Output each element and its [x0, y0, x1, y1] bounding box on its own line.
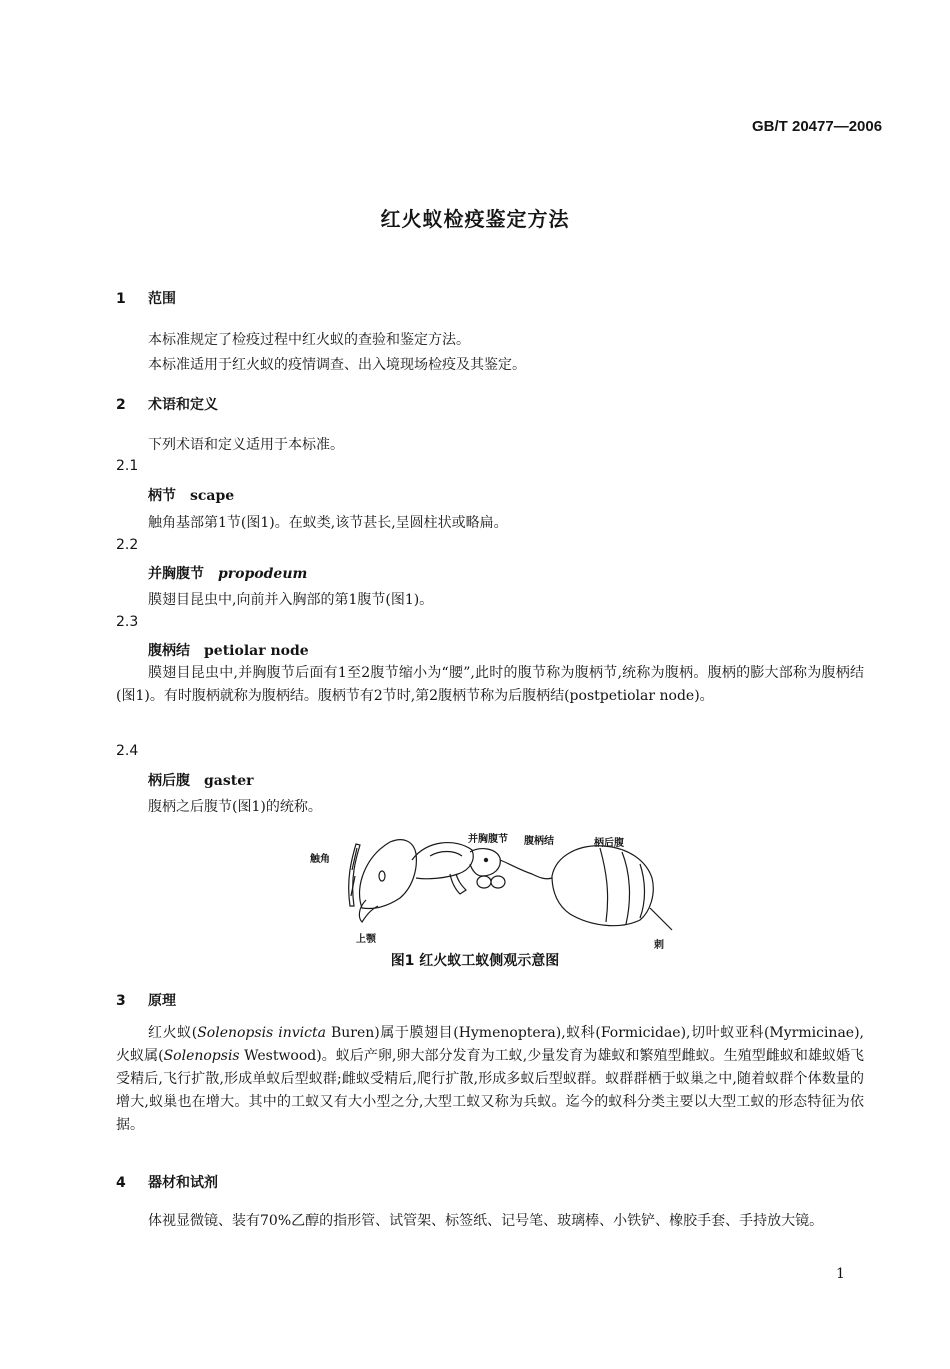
section-number: 1 — [116, 291, 126, 307]
label-propodeum: 并胸腹节 — [468, 834, 508, 845]
section-number: 2 — [116, 397, 126, 413]
term-definition: 触角基部第1节(图1)。在蚁类,该节甚长,呈圆柱状或略扁。 — [148, 515, 508, 531]
term-number: 2.4 — [116, 743, 139, 759]
gaster-segments — [600, 848, 645, 924]
genus-name: Solenopsis — [163, 1048, 240, 1064]
label-mandible: 上颚 — [356, 934, 376, 945]
term-name — [148, 485, 234, 505]
page-title: 红火蚁检疫鉴定方法 — [380, 207, 570, 231]
term-zh: 并胸腹节 — [148, 566, 204, 582]
section-2-heading — [116, 394, 218, 414]
label-petiolar-node: 腹柄结 — [524, 836, 554, 847]
section-1-paragraph-1: 本标准规定了检疫过程中红火蚁的查验和鉴定方法。 — [148, 332, 470, 348]
mandible-shape — [359, 900, 378, 922]
text-run: Buren)属于膜翅目(Hymenoptera),蚁科(Formicidae),切叶蚁亚科(Myrmicinae),火蚁属( — [116, 1025, 864, 1064]
term-definition: 膜翅目昆虫中,向前并入胸部的第1腹节(图1)。 — [148, 592, 434, 608]
species-name: Solenopsis invicta — [197, 1025, 326, 1041]
petiole-node-2 — [491, 876, 505, 888]
waist-shape — [500, 860, 552, 879]
section-3-heading — [116, 990, 176, 1010]
term-en: gaster — [204, 773, 254, 789]
section-number: 3 — [116, 993, 126, 1009]
head-shape — [360, 840, 417, 909]
section-4-text: 体视显微镜、装有70%乙醇的指形管、试管架、标签纸、记号笔、玻璃棒、小铁铲、橡胶手套、手持放大镜。 — [148, 1213, 824, 1229]
eye-shape — [379, 871, 385, 881]
section-2-intro: 下列术语和定义适用于本标准。 — [148, 437, 344, 453]
ant-diagram — [300, 826, 700, 951]
section-title: 术语和定义 — [148, 397, 218, 413]
label-antenna: 触角 — [310, 854, 330, 865]
antenna-shape — [349, 844, 360, 906]
term-name — [148, 563, 307, 583]
term-en: petiolar node — [204, 643, 309, 659]
section-4-paragraph — [116, 1210, 864, 1233]
term-zh: 柄后腹 — [148, 773, 190, 789]
label-gaster: 柄后腹 — [594, 838, 624, 849]
term-zh: 柄节 — [148, 488, 176, 504]
petiole-node-1 — [477, 876, 491, 888]
term-number: 2.3 — [116, 614, 139, 630]
section-title: 器材和试剂 — [148, 1175, 218, 1191]
section-number: 4 — [116, 1175, 126, 1191]
section-3-paragraph — [116, 1022, 864, 1137]
propodeum-dot — [484, 858, 487, 861]
term-definition-text: 膜翅目昆虫中,并胸腹节后面有1至2腹节缩小为“腰”,此时的腹节称为腹柄节,统称为腹柄。腹柄的膨大部称为腹柄结(图1)。有时腹柄就称为腹柄结。腹柄节有2节时,第2腹柄节称为后腹柄结(postpetiolar node)。 — [116, 665, 864, 704]
mesosoma-suture — [430, 852, 462, 857]
section-title: 原理 — [148, 993, 176, 1009]
term-name — [148, 770, 254, 790]
section-1-paragraph-2: 本标准适用于红火蚁的疫情调查、出入境现场检疫及其鉴定。 — [148, 357, 526, 373]
term-en: propodeum — [218, 566, 308, 582]
propodeum-shape — [470, 849, 500, 876]
standard-number: GB/T 20477—2006 — [752, 118, 883, 135]
term-number: 2.1 — [116, 458, 139, 474]
term-definition — [116, 662, 864, 708]
sting-shape — [650, 908, 672, 930]
leg-shape — [450, 874, 466, 894]
section-4-heading — [116, 1172, 218, 1192]
figure-caption: 图1 红火蚁工蚁侧观示意图 — [390, 953, 560, 969]
text-run: Westwood)。蚁后产卵,卵大部分发育为工蚁,少量发育为雄蚁和繁殖型雌蚁。生殖型雌蚁和雄蚁婚飞受精后,飞行扩散,形成单蚁后型蚁群;雌蚁受精后,爬行扩散,形成多蚁后型蚁群。蚁群群栖于蚁巢之中,随着蚁群个体数量的增大,蚁巢也在增大。其中的工蚁又有大小型之分,大型工蚁又称为兵蚁。迄今的蚁科分类主要以大型工蚁的形态特征为依据。 — [116, 1048, 864, 1133]
mesosoma-shape — [412, 843, 473, 879]
term-name — [148, 640, 309, 660]
label-sting: 刺 — [654, 940, 664, 951]
term-en: scape — [190, 488, 235, 504]
term-zh: 腹柄结 — [148, 643, 190, 659]
term-definition: 腹柄之后腹节(图1)的统称。 — [148, 799, 322, 815]
text-run: 红火蚁( — [148, 1025, 198, 1041]
term-number: 2.2 — [116, 537, 139, 553]
section-3-text — [116, 1022, 864, 1137]
page-number: 1 — [836, 1266, 845, 1282]
section-1-heading — [116, 288, 176, 308]
section-title: 范围 — [148, 291, 176, 307]
